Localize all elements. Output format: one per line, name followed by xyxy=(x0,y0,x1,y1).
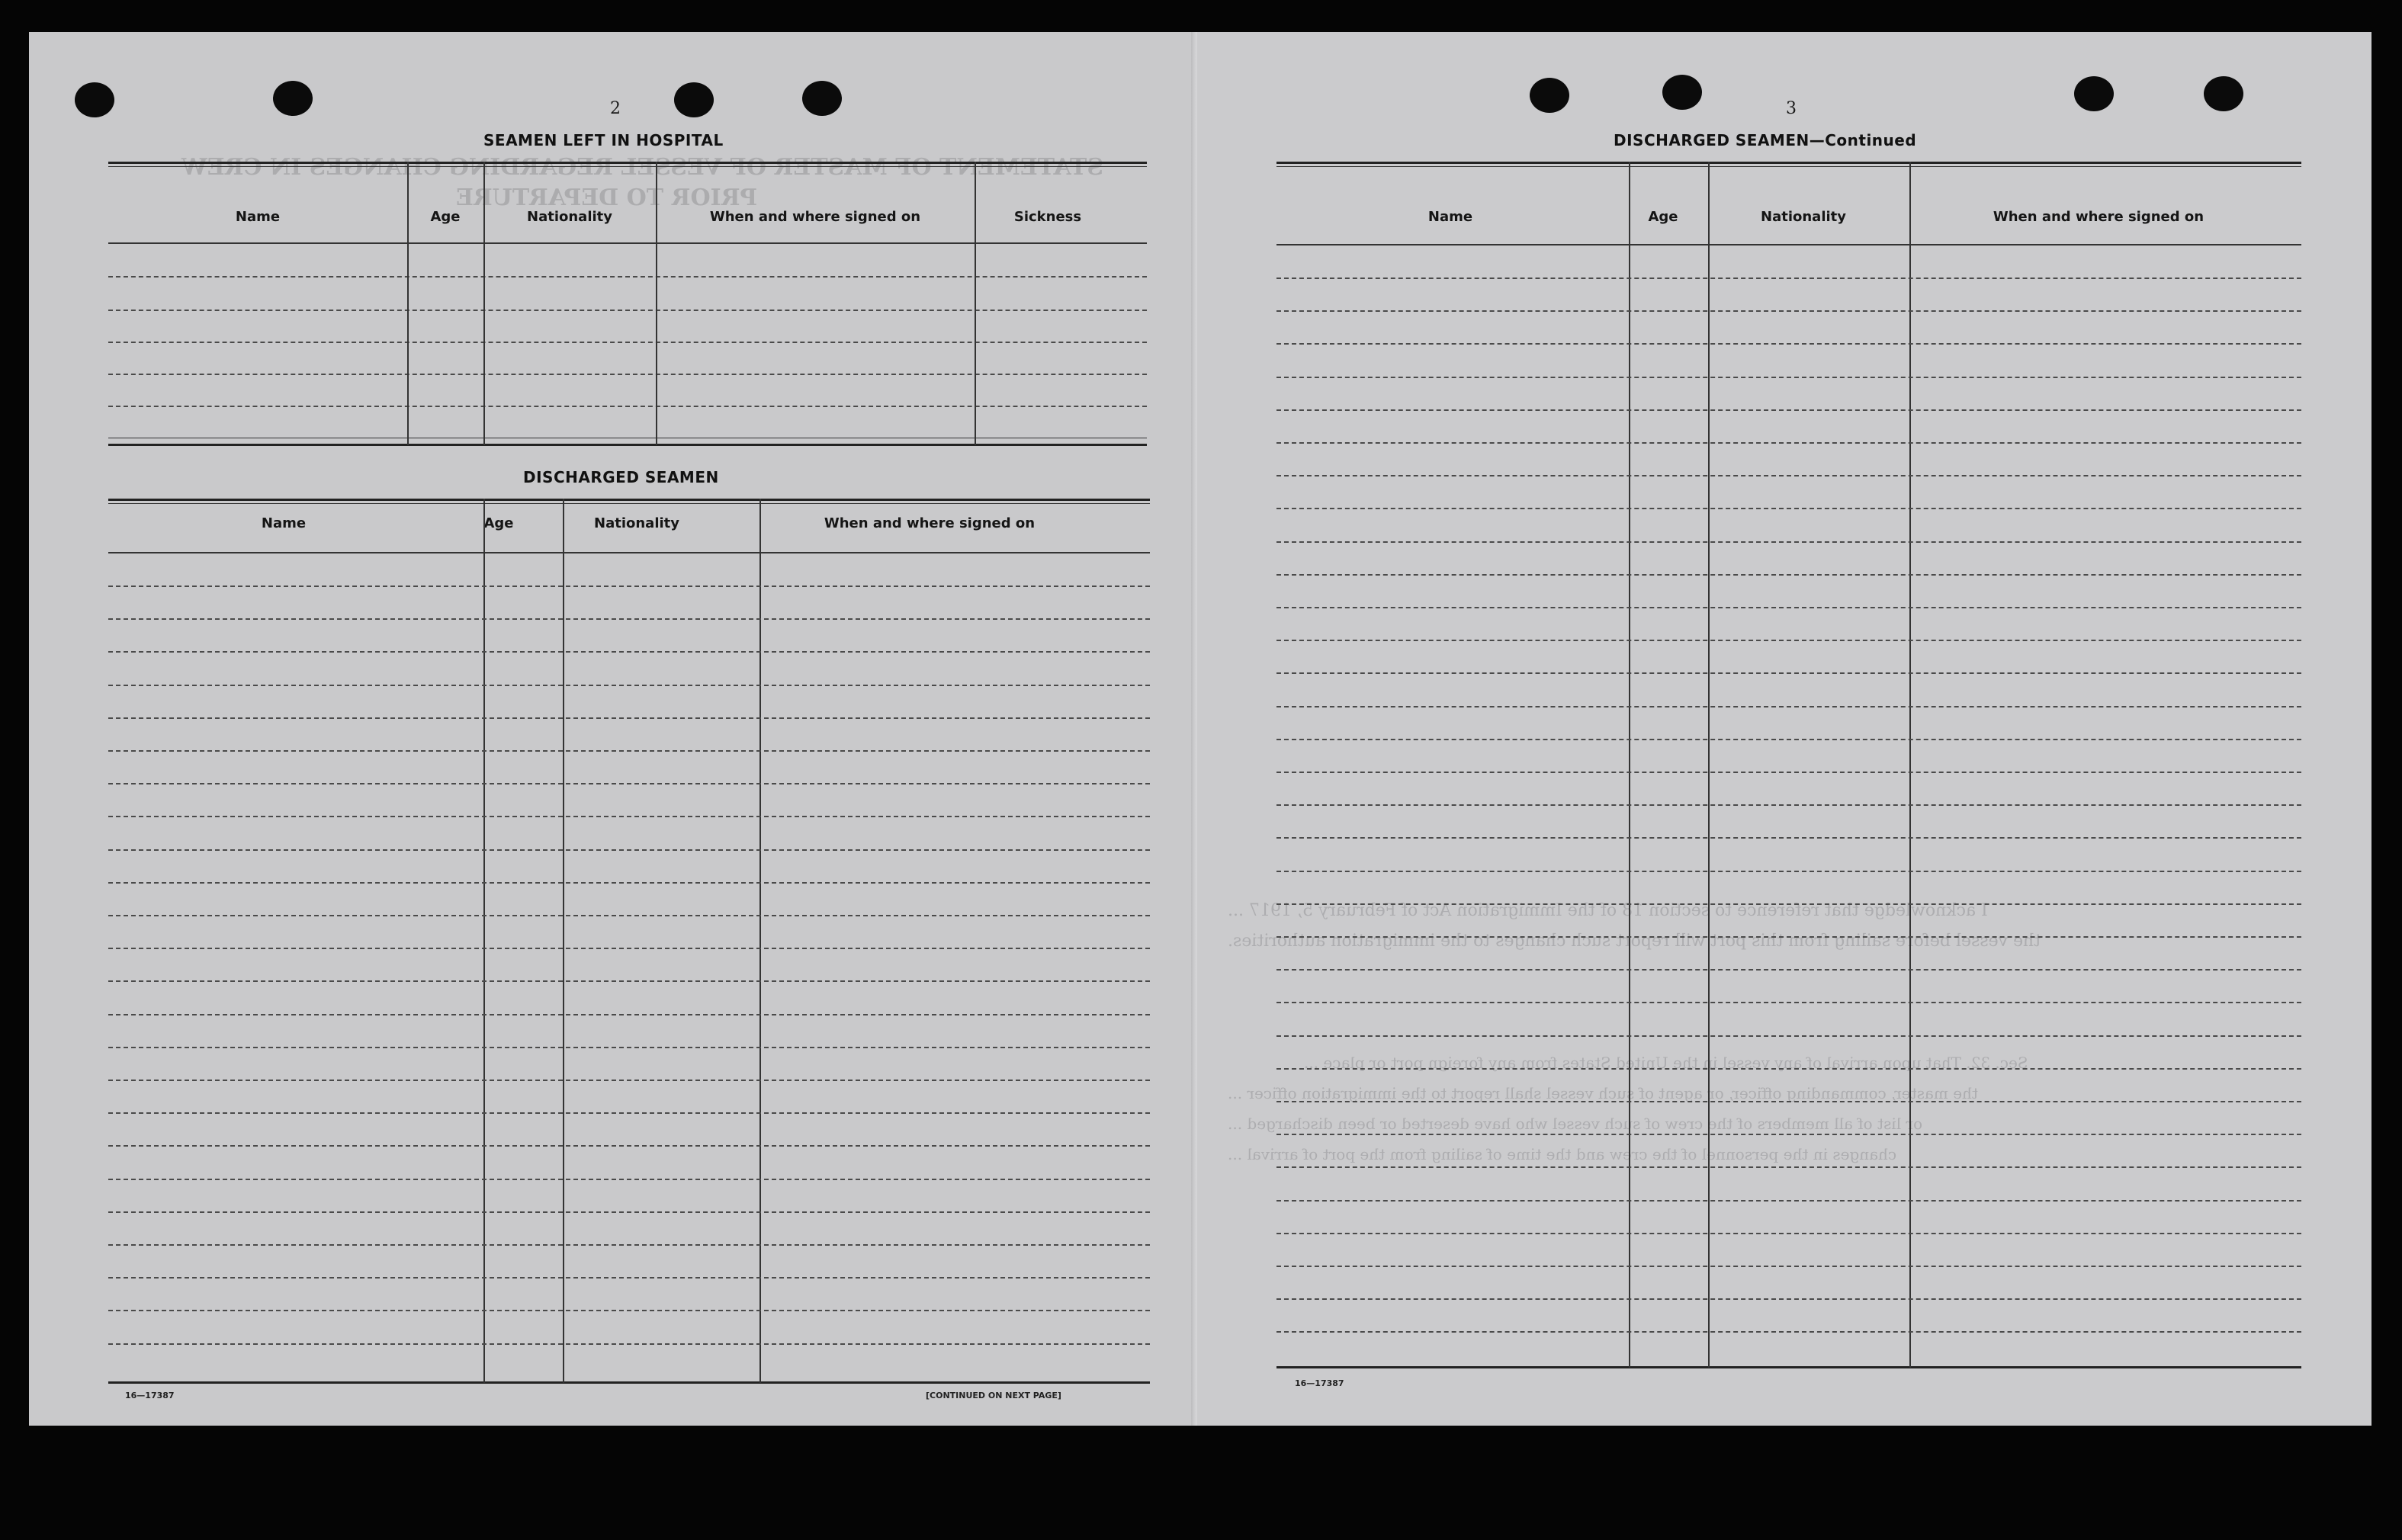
bleed-through: STATEMENT OF MASTER OF VESSEL REGARDING CHANGES IN CREW xyxy=(181,154,1104,181)
column-header-signed-on: When and where signed on xyxy=(709,209,921,225)
table-row-rule xyxy=(1276,1298,2301,1300)
column-header-age: Age xyxy=(483,515,514,531)
table-row-rule xyxy=(108,1244,1150,1246)
table-row-rule xyxy=(1276,1200,2301,1202)
column-header-name: Name xyxy=(235,209,281,225)
bleed-through: I acknowledge that reference to section 18 of the Immigration Act of February 5, 1917 ... xyxy=(1228,901,1988,920)
table-row-rule xyxy=(108,783,1150,784)
table-row-rule xyxy=(108,980,1150,982)
table-row-rule xyxy=(1276,739,2301,740)
table-row-rule xyxy=(1276,1166,2301,1168)
bleed-through: the vessel before sailing from this port will report such changes to the immigration authorities. xyxy=(1228,932,2041,951)
table-row-rule xyxy=(108,1080,1150,1081)
table-row-rule xyxy=(1276,1035,2301,1037)
section-title-text: DISCHARGED SEAMEN xyxy=(1614,131,1810,149)
section-title-suffix: —Continued xyxy=(1809,131,1917,149)
table-row-rule xyxy=(1276,969,2301,971)
table-row-rule xyxy=(1276,343,2301,345)
table-row-rule xyxy=(108,717,1150,719)
column-header-nationality: Nationality xyxy=(1761,209,1846,225)
discharged-continued-title xyxy=(1614,131,1916,149)
bleed-through: Sec. 32. That upon arrival of any vessel in the United States from any foreign port or place ... xyxy=(1304,1054,2028,1072)
table-row-rule xyxy=(108,1343,1150,1345)
table-row-rule xyxy=(1276,640,2301,641)
continued-note: [CONTINUED ON NEXT PAGE] xyxy=(926,1391,1061,1400)
column-header-name: Name xyxy=(1427,209,1473,225)
column-header-signed-on: When and where signed on xyxy=(824,515,1036,531)
discharged-table xyxy=(108,499,1150,1388)
table-row-rule xyxy=(1276,772,2301,773)
bleed-through: PRIOR TO DEPARTURE xyxy=(456,184,758,211)
punch-hole xyxy=(2204,76,2243,111)
table-row-rule xyxy=(1276,409,2301,411)
table-row-rule xyxy=(108,1179,1150,1180)
table-row-rule xyxy=(1276,607,2301,608)
form-number: 16—17387 xyxy=(1295,1378,1344,1388)
table-row-rule xyxy=(1276,706,2301,707)
column-header-sickness: Sickness xyxy=(1013,209,1082,225)
table-row-rule xyxy=(1276,574,2301,576)
table-row-rule xyxy=(108,651,1150,653)
discharged-section-title: DISCHARGED SEAMEN xyxy=(523,468,719,486)
bleed-through: the master, commanding officer, or agent of such vessel shall report to the immigration officer ... xyxy=(1228,1084,1978,1102)
table-row-rule xyxy=(108,1277,1150,1279)
table-row-rule xyxy=(108,849,1150,851)
column-header-name: Name xyxy=(261,515,307,531)
table-row-rule xyxy=(1276,377,2301,378)
column-header-age: Age xyxy=(430,209,461,225)
hospital-section-title: SEAMEN LEFT IN HOSPITAL xyxy=(483,131,724,149)
table-row-rule xyxy=(108,750,1150,752)
table-row-rule xyxy=(1276,1233,2301,1234)
punch-hole xyxy=(674,82,714,117)
table-row-rule xyxy=(108,1112,1150,1114)
punch-hole xyxy=(273,81,313,116)
table-row-rule xyxy=(108,1310,1150,1311)
table-row-rule xyxy=(1276,1134,2301,1135)
column-header-nationality: Nationality xyxy=(594,515,679,531)
punch-hole xyxy=(802,81,842,116)
page-number: 3 xyxy=(1786,99,1797,118)
table-row-rule xyxy=(108,882,1150,884)
column-header-signed-on: When and where signed on xyxy=(1993,209,2205,225)
column-header-age: Age xyxy=(1648,209,1678,225)
table-row-rule xyxy=(1276,1068,2301,1070)
table-row-rule xyxy=(108,586,1150,587)
column-header-nationality: Nationality xyxy=(527,209,612,225)
table-row-rule xyxy=(1276,1101,2301,1102)
left-page xyxy=(29,32,1197,1426)
punch-hole xyxy=(1530,78,1569,113)
table-row-rule xyxy=(1276,278,2301,279)
table-row-rule xyxy=(1276,442,2301,444)
table-row-rule xyxy=(108,1014,1150,1015)
discharged-continued-table xyxy=(1276,162,2301,1372)
table-row-rule xyxy=(108,685,1150,686)
table-row-rule xyxy=(1276,837,2301,839)
table-row-rule xyxy=(1276,541,2301,543)
table-row-rule xyxy=(1276,672,2301,674)
right-page xyxy=(1197,32,2371,1426)
bleed-through: or list of all members of the crew of such vessel who have deserted or been discharged ... xyxy=(1228,1115,1923,1133)
table-row-rule xyxy=(108,1047,1150,1048)
punch-hole xyxy=(75,82,114,117)
table-row-rule xyxy=(1276,936,2301,938)
table-row-rule xyxy=(108,1211,1150,1213)
punch-hole xyxy=(2074,76,2114,111)
table-row-rule xyxy=(1276,310,2301,312)
table-row-rule xyxy=(1276,903,2301,905)
table-row-rule xyxy=(108,618,1150,620)
table-row-rule xyxy=(1276,1266,2301,1267)
table-row-rule xyxy=(1276,508,2301,509)
hospital-table xyxy=(108,162,1147,451)
table-row-rule xyxy=(108,1145,1150,1147)
page-number: 2 xyxy=(610,99,621,118)
form-number: 16—17387 xyxy=(125,1391,175,1400)
table-row-rule xyxy=(1276,871,2301,872)
table-row-rule xyxy=(108,915,1150,916)
table-row-rule xyxy=(108,948,1150,949)
table-row-rule xyxy=(1276,1331,2301,1333)
punch-hole xyxy=(1662,75,1702,110)
table-row-rule xyxy=(1276,804,2301,806)
table-row-rule xyxy=(1276,475,2301,476)
table-row-rule xyxy=(108,816,1150,817)
table-row-rule xyxy=(1276,1002,2301,1003)
bleed-through: changes in the personnel of the crew and the time of sailing from the port of arrival ... xyxy=(1228,1145,1897,1163)
